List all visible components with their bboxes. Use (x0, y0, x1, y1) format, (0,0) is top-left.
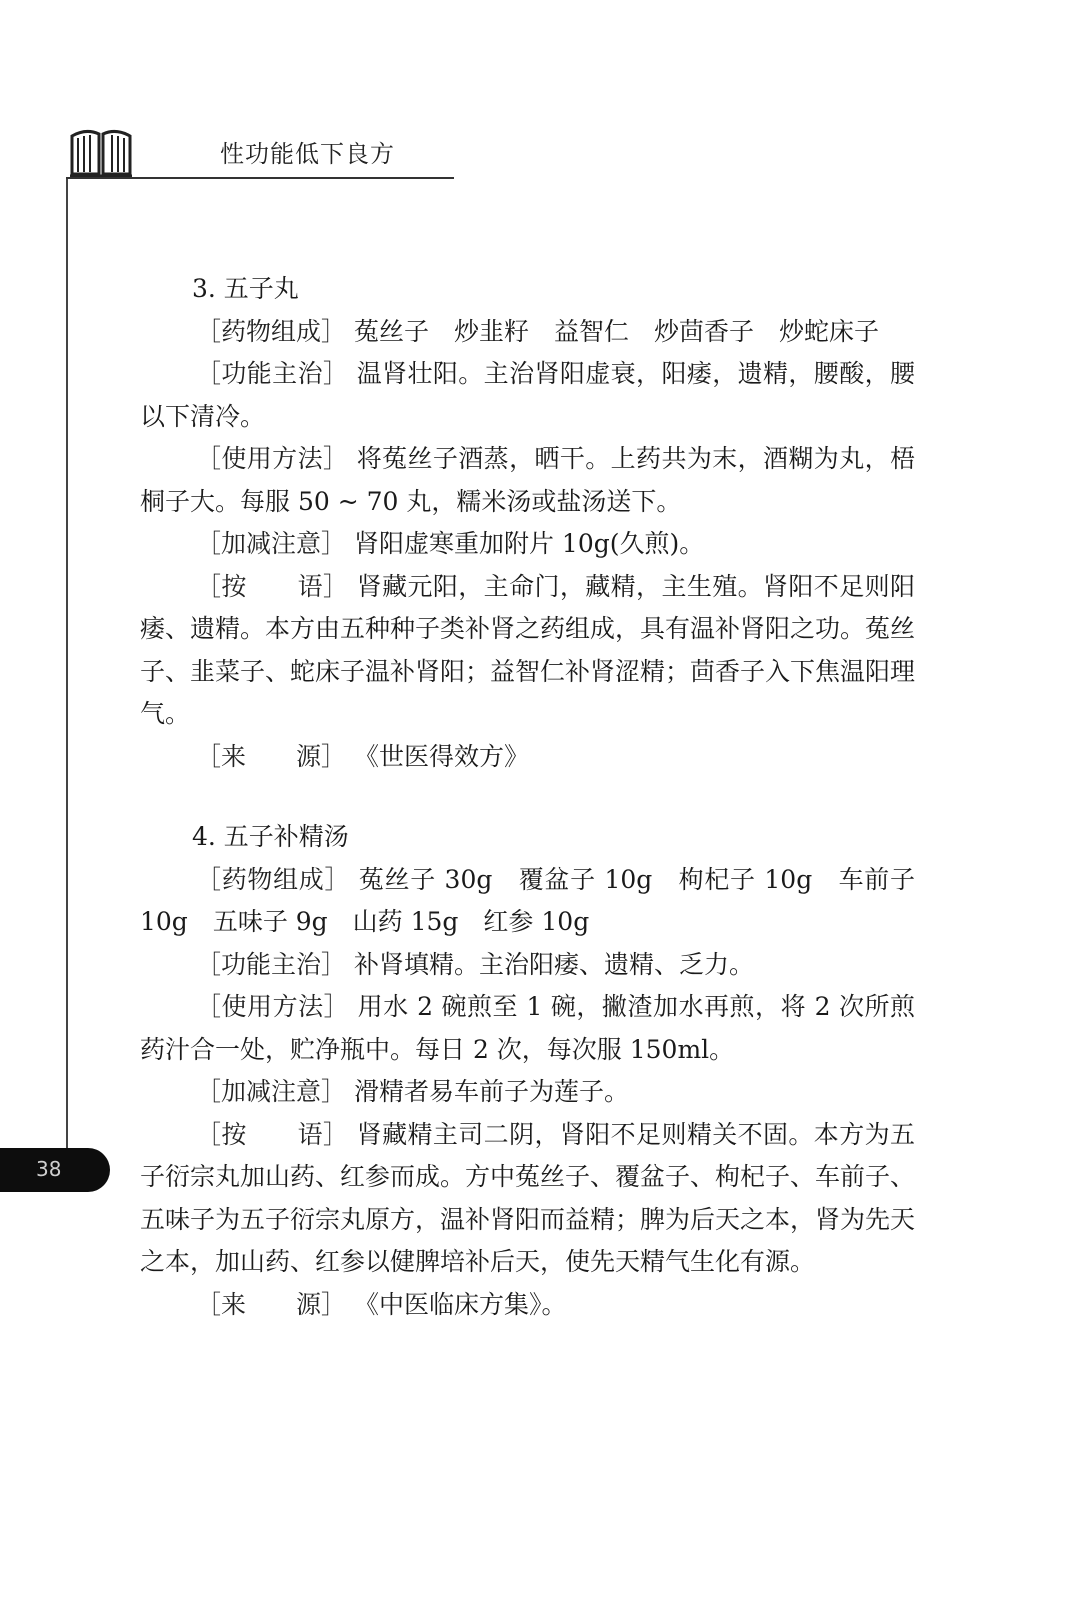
margin-rule (66, 179, 68, 1159)
entry-text: 滑精者易车前子为莲子。 (346, 1077, 629, 1106)
section-spacer (140, 778, 915, 816)
recipe-entry (140, 986, 915, 1071)
recipe-heading: 3. 五子丸 (192, 274, 299, 303)
recipe-entry (140, 566, 915, 736)
entry-tag: ［使用方法］ (196, 992, 350, 1021)
entry-tag: ［功能主治］ (196, 359, 349, 388)
recipe-entry (140, 438, 915, 523)
entry-tag: ［来 源］ (196, 1289, 347, 1319)
entry-text: 用水 2 碗煎至 1 碗，撇渣加水再煎，将 2 次所煎药汁合一处，贮净瓶中。每日 2 次，每次服 150ml。 (140, 992, 915, 1064)
entry-text: 肾阳虚寒重加附片 10g(久煎)。 (346, 529, 705, 558)
entry-tag: ［来 源］ (196, 741, 347, 771)
recipe-entry (140, 944, 915, 987)
recipe-entry (140, 859, 915, 944)
entry-text: 温肾壮阳。主治肾阳虚衰，阳痿，遗精，腰酸，腰以下清冷。 (140, 359, 915, 431)
entry-text: 将菟丝子酒蒸，晒干。上药共为末，酒糊为丸，梧桐子大。每服 50 ~ 70 丸，糯米汤或盐汤送下。 (140, 444, 915, 516)
entry-tag: ［药物组成］ (196, 316, 347, 346)
header-rule (66, 177, 454, 179)
recipe-entry (140, 1071, 915, 1114)
entry-text: 菟丝子 炒韭籽 益智仁 炒茴香子 炒蛇床子 (346, 316, 879, 346)
entry-text: 补肾填精。主治阳痿、遗精、乏力。 (346, 949, 754, 979)
entry-tag: ［按 语］ (196, 571, 349, 601)
entry-tag: ［加减注意］ (196, 529, 347, 558)
recipe-entry (140, 353, 915, 438)
entry-tag: ［按 语］ (196, 1119, 349, 1149)
recipe-entry (140, 1284, 915, 1327)
entry-text: 菟丝子 30g 覆盆子 10g 枸杞子 10g 车前子 10g 五味子 9g 山药 15g 红参 10g (140, 864, 915, 936)
entry-text: 《世医得效方》 (346, 741, 529, 771)
entry-text: 肾藏精主司二阴，肾阳不足则精关不固。本方为五子衍宗丸加山药、红参而成。方中菟丝子、覆盆子、枸杞子、车前子、五味子为五子衍宗丸原方，温补肾阳而益精；脾为后天之本，肾为先天之本，加山药、红参以健脾培补后天，使先天精气生化有源。 (140, 1119, 916, 1276)
open-book-icon (68, 126, 134, 178)
recipe-entry (140, 311, 915, 354)
page-number-tab (0, 1148, 110, 1192)
recipe-entry (140, 523, 915, 566)
entry-tag: ［使用方法］ (196, 444, 349, 473)
running-header-title: 性功能低下良方 (220, 140, 395, 168)
page-number: 38 (36, 1157, 62, 1181)
page-body (140, 268, 915, 1326)
recipe-entry (140, 1114, 915, 1284)
entry-text: 《中医临床方集》。 (346, 1289, 567, 1319)
entry-tag: ［加减注意］ (196, 1077, 347, 1106)
recipe-entry (140, 736, 915, 779)
entry-tag: ［药物组成］ (196, 864, 351, 894)
entry-tag: ［功能主治］ (196, 949, 347, 979)
recipe-heading: 4. 五子补精汤 (192, 822, 349, 851)
entry-text: 肾藏元阳，主命门，藏精，主生殖。肾阳不足则阳痿、遗精。本方由五种种子类补肾之药组成，具有温补肾阳之功。菟丝子、韭菜子、蛇床子温补肾阳；益智仁补肾涩精；茴香子入下焦温阳理气。 (140, 571, 916, 728)
